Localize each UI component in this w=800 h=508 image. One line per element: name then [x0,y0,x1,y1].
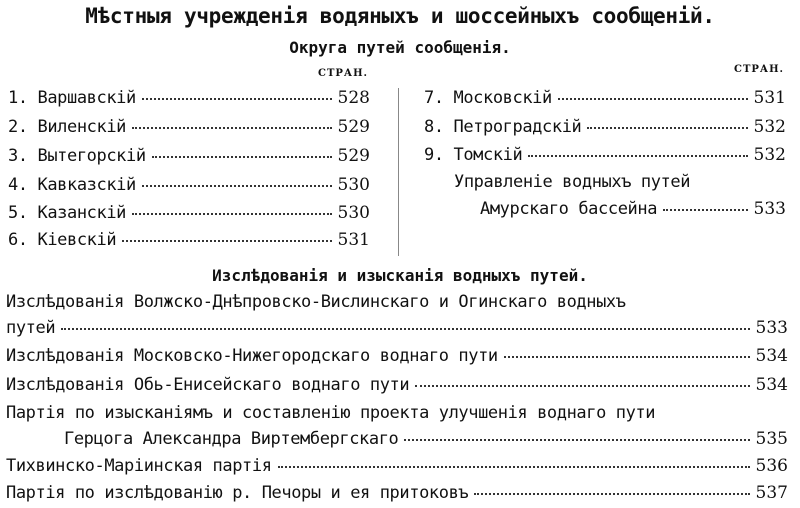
research-item-4-line-1: Партія по изысканіямъ и составленію проекта улучшенія воднаго пути [6,403,656,423]
entry-label: 3. Вытегорскій [8,146,146,166]
entry-page: 534 [755,375,788,395]
entry-label: 4. Кавказскій [8,175,136,195]
toc-entry[interactable] [64,429,788,453]
toc-entry[interactable] [6,346,788,370]
entry-page: 532 [753,117,786,137]
entry-label: 8. Петроградскій [424,117,582,137]
leader-dots [132,127,332,129]
toc-entry[interactable] [424,88,786,112]
toc-entry[interactable] [6,375,788,399]
toc-entry[interactable] [8,88,370,112]
leader-dots [587,127,747,129]
toc-entry[interactable] [8,146,370,170]
entry-page: 529 [337,146,370,166]
entry-page: 533 [755,318,788,338]
entry-page: 535 [755,429,788,449]
entry-page: 529 [337,117,370,137]
entry-label: 9. Томскій [424,145,523,165]
section-title-districts: Округа путей сообщенія. [289,38,511,57]
entry-page: 536 [755,456,788,476]
leader-dots [415,385,749,387]
toc-entry[interactable] [8,117,370,141]
entry-label: Герцога Александра Виртембергскаго [64,429,399,449]
leader-dots [504,356,750,358]
toc-entry[interactable] [6,318,788,342]
page-title: Мѣстныя учрежденія водяныхъ и шоссейныхъ сообщеній. [85,4,715,28]
amur-line-1: Управленіе водныхъ путей [454,172,691,192]
leader-dots [404,439,749,441]
leader-dots [122,240,331,242]
entry-label: 2. Виленскій [8,117,127,137]
toc-entry[interactable] [8,203,370,227]
entry-label: Изслѣдованія Обь-Енисейскаго воднаго пути [6,375,410,395]
toc-entry[interactable] [8,175,370,199]
page-column-header-right: СТРАН. [734,64,784,75]
toc-entry[interactable] [6,483,788,507]
toc-entry[interactable] [424,117,786,141]
section-title-research: Изслѣдованія и изысканія водныхъ путей. [212,266,588,285]
toc-entry[interactable] [424,145,786,169]
entry-page: 528 [337,88,370,108]
entry-page: 534 [755,346,788,366]
entry-label: Амурскаго бассейна [480,199,658,219]
leader-dots [132,213,332,215]
toc-entry[interactable] [480,199,786,223]
entry-label: Партія по изслѣдованію р. Печоры и ея притоковъ [6,483,469,503]
research-item-1-line-1: Изслѣдованія Волжско-Днѣпровско-Вислинскаго и Огинскаго водныхъ [6,292,626,312]
entry-page: 537 [755,483,788,503]
leader-dots [152,156,332,158]
leader-dots [474,493,749,495]
entry-label: 6. Кіевскій [8,230,117,250]
page-column-header-left: СТРАН. [318,68,368,79]
entry-page: 531 [337,230,370,250]
entry-page: 531 [753,88,786,108]
leader-dots [278,466,750,468]
column-divider [398,88,399,256]
entry-label: Тихвинско-Маріинская партія [6,456,272,476]
leader-dots [558,98,748,100]
leader-dots [142,98,332,100]
entry-label: 1. Варшавскій [8,88,136,108]
leader-dots [61,328,749,330]
leader-dots [663,209,748,211]
entry-label: 5. Казанскій [8,203,127,223]
entry-page: 533 [753,199,786,219]
leader-dots [528,155,747,157]
toc-entry[interactable] [8,230,370,254]
leader-dots [142,185,332,187]
entry-label: 7. Московскій [424,88,552,108]
entry-label: путей [6,318,56,338]
entry-label: Изслѣдованія Московско-Нижегородскаго воднаго пути [6,346,498,366]
entry-page: 532 [753,145,786,165]
entry-page: 530 [337,175,370,195]
toc-entry[interactable] [6,456,788,480]
entry-page: 530 [337,203,370,223]
